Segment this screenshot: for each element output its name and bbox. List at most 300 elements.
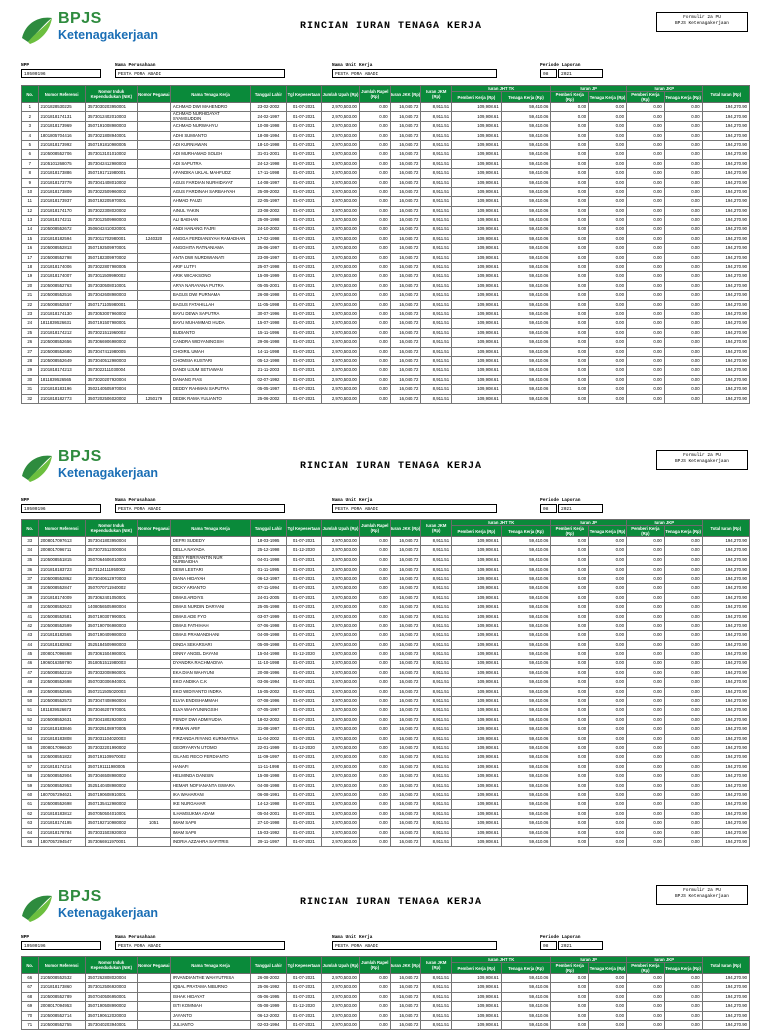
cell-jp-employer: 0.00 xyxy=(551,612,589,621)
cell-jht-employee: 59,410.06 xyxy=(501,790,551,799)
cell-jp-employer: 0.00 xyxy=(551,366,589,375)
cell-jp-employer: 0.00 xyxy=(551,828,589,837)
cell-jkm: 8,911.51 xyxy=(421,328,452,337)
cell-employee-no xyxy=(137,366,170,375)
cell-birth-date: 15-11-1996 xyxy=(251,328,286,337)
cell-jp-employer: 0.00 xyxy=(551,837,589,846)
cell-jkp-employer: 0.00 xyxy=(626,828,664,837)
cell-total: 194,270.90 xyxy=(702,762,749,771)
cell-nik: 1408056505980004 xyxy=(85,603,137,612)
cell-jp-employee: 0.00 xyxy=(589,631,627,640)
cell-jkp-employer: 0.00 xyxy=(626,394,664,403)
cell-jht-employer: 109,908.61 xyxy=(452,122,502,131)
col-header-employer: Pemberi Kerja (Rp) xyxy=(452,92,502,103)
cell-nik: 3507191109970002 xyxy=(85,753,137,762)
cell-jkp-employee: 0.00 xyxy=(664,565,702,574)
cell-jkk: 16,040.72 xyxy=(390,668,421,677)
col-header-wage: Jumlah Upah (Rp) xyxy=(322,520,360,537)
cell-jp-employee: 0.00 xyxy=(589,687,627,696)
cell-birth-date: 25-07-1998 xyxy=(251,263,286,272)
cell-jht-employer: 109,908.61 xyxy=(452,1002,502,1011)
cell-row-no: 16 xyxy=(22,244,39,253)
cell-birth-date: 06-08-1991 xyxy=(251,790,286,799)
cell-nik: 3573020207920004 xyxy=(85,375,137,384)
cell-employee-name: DYANDRA RACHMADIVA xyxy=(170,659,250,668)
cell-jp-employer: 0.00 xyxy=(551,753,589,762)
cell-jht-employee: 59,410.06 xyxy=(501,612,551,621)
cell-jkk: 16,040.72 xyxy=(390,131,421,140)
cell-reference-no: 2101818182594 xyxy=(38,234,85,243)
cell-reference-no: 2105008552532 xyxy=(38,974,85,983)
cell-wage: 2,970,503.00 xyxy=(322,103,360,112)
col-header-employee: Tenaga Kerja (Rp) xyxy=(501,963,551,974)
cell-row-no: 18 xyxy=(22,263,39,272)
table-row xyxy=(22,225,750,234)
cell-jkp-employer: 0.00 xyxy=(626,706,664,715)
table-row xyxy=(22,197,750,206)
cell-jp-employee: 0.00 xyxy=(589,753,627,762)
bpjs-leaf-icon xyxy=(18,450,54,486)
cell-jht-employee: 59,410.06 xyxy=(501,225,551,234)
cell-wage: 2,970,503.00 xyxy=(322,206,360,215)
cell-nik: 3573030508010001 xyxy=(85,281,137,290)
cell-jp-employer: 0.00 xyxy=(551,347,589,356)
cell-jkm: 8,911.51 xyxy=(421,555,452,565)
cell-membership-date: 01-07-2021 xyxy=(286,169,321,178)
cell-reference-no: 2105008552573 xyxy=(38,697,85,706)
cell-row-no: 4 xyxy=(22,131,39,140)
cell-nik: 3506042410020001 xyxy=(85,225,137,234)
cell-employee-name: DEWI LESTARI xyxy=(170,565,250,574)
period-month: 08 xyxy=(540,941,557,950)
cell-membership-date: 01-07-2021 xyxy=(286,272,321,281)
cell-jp-employer: 0.00 xyxy=(551,300,589,309)
cell-wage: 2,970,503.00 xyxy=(322,781,360,790)
cell-wage: 2,970,503.00 xyxy=(322,809,360,818)
cell-jp-employer: 0.00 xyxy=(551,790,589,799)
cell-jht-employer: 109,908.61 xyxy=(452,772,502,781)
cell-nik: 3573031104020003 xyxy=(85,734,137,743)
cell-jht-employer: 109,908.61 xyxy=(452,800,502,809)
cell-birth-date: 25-09-1998 xyxy=(251,216,286,225)
cell-jkm: 8,911.51 xyxy=(421,366,452,375)
cell-membership-date: 01-07-2021 xyxy=(286,319,321,328)
cell-total: 194,270.90 xyxy=(702,394,749,403)
cell-birth-date: 25-06-2002 xyxy=(251,394,286,403)
cell-nik: 3573124111950002 xyxy=(85,565,137,574)
cell-row-no: 61 xyxy=(22,800,39,809)
table-row xyxy=(22,612,750,621)
cell-jp-employer: 0.00 xyxy=(551,678,589,687)
cell-employee-name: ELVA WAHYUNINGSIH xyxy=(170,706,250,715)
cell-wage: 2,970,503.00 xyxy=(322,621,360,630)
cell-jht-employee: 59,410.06 xyxy=(501,187,551,196)
cell-rapel: 0.00 xyxy=(359,253,390,262)
table-row xyxy=(22,244,750,253)
cell-jkp-employee: 0.00 xyxy=(664,819,702,828)
cell-birth-date: 05-09-1998 xyxy=(251,640,286,649)
cell-jkm: 8,911.51 xyxy=(421,187,452,196)
cell-jkp-employee: 0.00 xyxy=(664,715,702,724)
cell-reference-no: 2105008552953 xyxy=(38,781,85,790)
col-header-employee: Tenaga Kerja (Rp) xyxy=(501,526,551,537)
cell-employee-name: DIANA HIDAYAH xyxy=(170,574,250,583)
cell-jp-employee: 0.00 xyxy=(589,640,627,649)
cell-employee-no xyxy=(137,338,170,347)
cell-jkp-employer: 0.00 xyxy=(626,772,664,781)
cell-jkp-employee: 0.00 xyxy=(664,974,702,983)
cell-birth-date: 05-05-2001 xyxy=(251,281,286,290)
cell-jkp-employer: 0.00 xyxy=(626,234,664,243)
cell-jkm: 8,911.51 xyxy=(421,650,452,659)
cell-reference-no: 2008017096598 xyxy=(38,650,85,659)
cell-reference-no: 2101818183196 xyxy=(38,385,85,394)
form-issuer: BPJS Ketenagakerjaan xyxy=(674,894,729,899)
col-header-nik: Nomor Induk Kependudukan (NIK) xyxy=(85,520,137,537)
cell-reference-no: 2105008552565 xyxy=(38,687,85,696)
table-row xyxy=(22,574,750,583)
cell-birth-date: 11-04-2002 xyxy=(251,734,286,743)
cell-membership-date: 01-07-2021 xyxy=(286,187,321,196)
col-header-employee: Tenaga Kerja (Rp) xyxy=(589,526,627,537)
cell-nik: 3573047408960004 xyxy=(85,697,137,706)
cell-jkp-employer: 0.00 xyxy=(626,687,664,696)
cell-membership-date: 01-07-2021 xyxy=(286,640,321,649)
cell-employee-name: CHOIRIL UMAH xyxy=(170,347,250,356)
cell-jkk: 16,040.72 xyxy=(390,612,421,621)
cell-jkp-employer: 0.00 xyxy=(626,375,664,384)
unit-label: Nama Unit Kerja xyxy=(332,63,373,68)
cell-jkp-employee: 0.00 xyxy=(664,546,702,555)
cell-membership-date: 01-12-2020 xyxy=(286,1002,321,1011)
cell-jht-employee: 59,410.06 xyxy=(501,697,551,706)
cell-total: 194,270.90 xyxy=(702,347,749,356)
cell-nik: 3573011702980001 xyxy=(85,234,137,243)
cell-wage: 2,970,503.00 xyxy=(322,537,360,546)
cell-jht-employer: 109,908.61 xyxy=(452,244,502,253)
cell-rapel: 0.00 xyxy=(359,394,390,403)
cell-jkp-employer: 0.00 xyxy=(626,253,664,262)
cell-employee-name: BAYU MUHAMMAD HUDA xyxy=(170,319,250,328)
col-header-name: Nama Tenaga Kerja xyxy=(170,957,250,974)
cell-row-no: 38 xyxy=(22,584,39,593)
cell-total: 194,270.90 xyxy=(702,603,749,612)
col-header-birth: Tanggal Lahir xyxy=(251,520,286,537)
cell-reference-no: 2105008552847 xyxy=(38,584,85,593)
brand-subname: Ketenagakerjaan xyxy=(58,28,159,42)
table-row xyxy=(22,150,750,159)
cell-jkp-employee: 0.00 xyxy=(664,697,702,706)
cell-jkp-employee: 0.00 xyxy=(664,263,702,272)
cell-wage: 2,970,503.00 xyxy=(322,546,360,555)
cell-jht-employer: 109,908.61 xyxy=(452,291,502,300)
cell-reference-no: 2101818173937 xyxy=(38,197,85,206)
cell-jkp-employee: 0.00 xyxy=(664,650,702,659)
cell-nik: 3573053007960002 xyxy=(85,310,137,319)
cell-total: 194,270.90 xyxy=(702,140,749,149)
cell-reference-no: 2101818178784 xyxy=(38,828,85,837)
cell-jht-employer: 109,908.61 xyxy=(452,131,502,140)
cell-jkk: 16,040.72 xyxy=(390,1020,421,1029)
cell-rapel: 0.00 xyxy=(359,668,390,677)
cell-reference-no: 2105008552623 xyxy=(38,603,85,612)
cell-jp-employee: 0.00 xyxy=(589,706,627,715)
col-header-membership: Tgl Kepesertaan xyxy=(286,520,321,537)
cell-jkp-employee: 0.00 xyxy=(664,725,702,734)
cell-membership-date: 01-07-2021 xyxy=(286,1020,321,1029)
cell-jkk: 16,040.72 xyxy=(390,809,421,818)
cell-rapel: 0.00 xyxy=(359,272,390,281)
cell-jp-employee: 0.00 xyxy=(589,983,627,992)
cell-total: 194,270.90 xyxy=(702,819,749,828)
company-label: Nama Perusahaan xyxy=(115,935,156,940)
col-header-employer: Pemberi Kerja (Rp) xyxy=(626,92,664,103)
cell-nik: 3525140408980002 xyxy=(85,781,137,790)
cell-jkp-employee: 0.00 xyxy=(664,310,702,319)
cell-jht-employee: 59,410.06 xyxy=(501,291,551,300)
cell-jkp-employee: 0.00 xyxy=(664,668,702,677)
cell-nik: 3573042412980003 xyxy=(85,159,137,168)
cell-jkm: 8,911.51 xyxy=(421,178,452,187)
cell-nik: 3573040612970003 xyxy=(85,574,137,583)
cell-employee-name: IQBAL PRATAMA NIBURNO xyxy=(170,983,250,992)
cell-jht-employer: 109,908.61 xyxy=(452,837,502,846)
cell-total: 194,270.90 xyxy=(702,659,749,668)
cell-birth-date: 11-10-1998 xyxy=(251,659,286,668)
cell-row-no: 63 xyxy=(22,819,39,828)
cell-jkp-employee: 0.00 xyxy=(664,612,702,621)
col-header-birth: Tanggal Lahir xyxy=(251,957,286,974)
cell-total: 194,270.90 xyxy=(702,621,749,630)
cell-employee-no xyxy=(137,753,170,762)
cell-reference-no: 1811839526673 xyxy=(38,706,85,715)
cell-row-no: 7 xyxy=(22,159,39,168)
cell-birth-date: 25-09-2002 xyxy=(251,187,286,196)
cell-jp-employer: 0.00 xyxy=(551,385,589,394)
cell-nik: 3573021808940001 xyxy=(85,131,137,140)
cell-employee-no xyxy=(137,140,170,149)
cell-rapel: 0.00 xyxy=(359,216,390,225)
cell-jkk: 16,040.72 xyxy=(390,375,421,384)
cell-jkm: 8,911.51 xyxy=(421,974,452,983)
cell-jkm: 8,911.51 xyxy=(421,131,452,140)
cell-jkm: 8,911.51 xyxy=(421,150,452,159)
cell-rapel: 0.00 xyxy=(359,574,390,583)
cell-membership-date: 01-12-2020 xyxy=(286,744,321,753)
cell-row-no: 34 xyxy=(22,546,39,555)
cell-jkp-employee: 0.00 xyxy=(664,659,702,668)
cell-wage: 2,970,503.00 xyxy=(322,347,360,356)
cell-membership-date: 01-07-2021 xyxy=(286,300,321,309)
cell-rapel: 0.00 xyxy=(359,992,390,1001)
cell-jkk: 16,040.72 xyxy=(390,706,421,715)
cell-birth-date: 11-11-1998 xyxy=(251,762,286,771)
cell-jkp-employer: 0.00 xyxy=(626,837,664,846)
cell-rapel: 0.00 xyxy=(359,809,390,818)
cell-row-no: 8 xyxy=(22,169,39,178)
cell-membership-date: 01-07-2021 xyxy=(286,206,321,215)
col-header-jkp: Iuran JKP xyxy=(626,957,702,963)
cell-jkp-employee: 0.00 xyxy=(664,272,702,281)
col-header-employee: Tenaga Kerja (Rp) xyxy=(589,92,627,103)
cell-reference-no: 2101818173809 xyxy=(38,187,85,196)
cell-jht-employee: 59,410.06 xyxy=(501,800,551,809)
cell-jp-employee: 0.00 xyxy=(589,725,627,734)
cell-birth-date: 05-04-2001 xyxy=(251,809,286,818)
cell-row-no: 28 xyxy=(22,356,39,365)
cell-rapel: 0.00 xyxy=(359,197,390,206)
cell-employee-no xyxy=(137,992,170,1001)
cell-membership-date: 01-07-2021 xyxy=(286,122,321,131)
cell-nik: 3573041803950004 xyxy=(85,537,137,546)
cell-jkm: 8,911.51 xyxy=(421,122,452,131)
cell-jht-employee: 59,410.06 xyxy=(501,584,551,593)
cell-jht-employee: 59,410.06 xyxy=(501,328,551,337)
cell-rapel: 0.00 xyxy=(359,781,390,790)
cell-jht-employer: 109,908.61 xyxy=(452,715,502,724)
cell-jp-employer: 0.00 xyxy=(551,555,589,565)
cell-jp-employee: 0.00 xyxy=(589,800,627,809)
cell-total: 194,270.90 xyxy=(702,112,749,122)
cell-jht-employer: 109,908.61 xyxy=(452,574,502,583)
table-row xyxy=(22,809,750,818)
cell-wage: 2,970,503.00 xyxy=(322,603,360,612)
cell-birth-date: 18-08-1994 xyxy=(251,131,286,140)
cell-jkp-employee: 0.00 xyxy=(664,744,702,753)
cell-jkk: 16,040.72 xyxy=(390,159,421,168)
unit-value: PESTA PORA ABADI xyxy=(332,69,497,78)
cell-jht-employer: 109,908.61 xyxy=(452,753,502,762)
cell-employee-no xyxy=(137,744,170,753)
col-header-employer: Pemberi Kerja (Rp) xyxy=(452,963,502,974)
cell-jkp-employer: 0.00 xyxy=(626,1020,664,1029)
table-row xyxy=(22,328,750,337)
cell-wage: 2,970,503.00 xyxy=(322,225,360,234)
cell-jkp-employer: 0.00 xyxy=(626,974,664,983)
cell-membership-date: 01-07-2021 xyxy=(286,197,321,206)
cell-reference-no: 2101818182862 xyxy=(38,640,85,649)
cell-jkm: 8,911.51 xyxy=(421,706,452,715)
cell-jkk: 16,040.72 xyxy=(390,762,421,771)
cell-membership-date: 01-07-2021 xyxy=(286,790,321,799)
cell-jkp-employee: 0.00 xyxy=(664,584,702,593)
cell-membership-date: 01-07-2021 xyxy=(286,131,321,140)
cell-jht-employee: 59,410.06 xyxy=(501,983,551,992)
cell-jp-employer: 0.00 xyxy=(551,565,589,574)
cell-jp-employer: 0.00 xyxy=(551,394,589,403)
cell-jht-employee: 59,410.06 xyxy=(501,837,551,846)
bpjs-logo xyxy=(18,448,159,488)
cell-rapel: 0.00 xyxy=(359,546,390,555)
cell-jht-employee: 59,410.06 xyxy=(501,300,551,309)
cell-jkp-employer: 0.00 xyxy=(626,668,664,677)
npp-value: 19500196 xyxy=(21,504,101,513)
cell-reference-no: 2101818183723 xyxy=(38,565,85,574)
cell-jkm: 8,911.51 xyxy=(421,565,452,574)
cell-jkp-employee: 0.00 xyxy=(664,631,702,640)
cell-jkp-employee: 0.00 xyxy=(664,828,702,837)
cell-row-no: 24 xyxy=(22,319,39,328)
cell-employee-no xyxy=(137,574,170,583)
cell-reference-no: 2105008551822 xyxy=(38,753,85,762)
cell-membership-date: 01-07-2021 xyxy=(286,338,321,347)
cell-jkp-employer: 0.00 xyxy=(626,159,664,168)
cell-birth-date: 07-08-1996 xyxy=(251,697,286,706)
cell-jht-employer: 109,908.61 xyxy=(452,216,502,225)
cell-jp-employer: 0.00 xyxy=(551,131,589,140)
cell-rapel: 0.00 xyxy=(359,338,390,347)
cell-employee-no xyxy=(137,974,170,983)
cell-reference-no: 1807057294547 xyxy=(38,837,85,846)
cell-rapel: 0.00 xyxy=(359,356,390,365)
cell-reference-no: 2101818174007 xyxy=(38,272,85,281)
cell-jp-employee: 0.00 xyxy=(589,584,627,593)
cell-membership-date: 01-07-2021 xyxy=(286,809,321,818)
col-header-name: Nama Tenaga Kerja xyxy=(170,520,250,537)
cell-jkk: 16,040.72 xyxy=(390,272,421,281)
cell-employee-name: AINUL YAKIN xyxy=(170,206,250,215)
cell-jp-employee: 0.00 xyxy=(589,809,627,818)
cell-jkm: 8,911.51 xyxy=(421,1020,452,1029)
cell-total: 194,270.90 xyxy=(702,574,749,583)
cell-wage: 2,970,503.00 xyxy=(322,131,360,140)
cell-total: 194,270.90 xyxy=(702,555,749,565)
cell-wage: 2,970,503.00 xyxy=(322,1002,360,1011)
cell-birth-date: 30-07-1996 xyxy=(251,310,286,319)
cell-jp-employer: 0.00 xyxy=(551,375,589,384)
brand-name: BPJS xyxy=(58,10,102,27)
table-row xyxy=(22,992,750,1001)
cell-jkk: 16,040.72 xyxy=(390,225,421,234)
cell-total: 194,270.90 xyxy=(702,593,749,602)
cell-jp-employer: 0.00 xyxy=(551,603,589,612)
cell-rapel: 0.00 xyxy=(359,734,390,743)
cell-jkp-employer: 0.00 xyxy=(626,150,664,159)
cell-jp-employee: 0.00 xyxy=(589,565,627,574)
table-row xyxy=(22,375,750,384)
bpjs-logo xyxy=(18,10,159,50)
cell-birth-date: 07-06-1998 xyxy=(251,621,286,630)
cell-jp-employee: 0.00 xyxy=(589,310,627,319)
table-row xyxy=(22,131,750,140)
cell-birth-date: 15-05-2002 xyxy=(251,687,286,696)
cell-employee-name: IRVANDIANTHE WAHYUTRISA xyxy=(170,974,250,983)
cell-jkp-employer: 0.00 xyxy=(626,385,664,394)
cell-birth-date: 18-03-1995 xyxy=(251,537,286,546)
cell-jkp-employee: 0.00 xyxy=(664,687,702,696)
cell-jht-employee: 59,410.06 xyxy=(501,631,551,640)
company-value: PESTA PORA ABADI xyxy=(115,941,285,950)
cell-jkp-employee: 0.00 xyxy=(664,640,702,649)
cell-employee-name: CANDRA WIDYANINGSIH xyxy=(170,338,250,347)
col-header-total: Total Iuran (Rp) xyxy=(702,86,749,103)
cell-birth-date: 10-08-1998 xyxy=(251,122,286,131)
cell-employee-name: ANTA DWI NURDWIANATI xyxy=(170,253,250,262)
cell-rapel: 0.00 xyxy=(359,715,390,724)
cell-reference-no: 2101818183846 xyxy=(38,725,85,734)
cell-jkp-employer: 0.00 xyxy=(626,537,664,546)
cell-jht-employee: 59,410.06 xyxy=(501,725,551,734)
cell-jkk: 16,040.72 xyxy=(390,574,421,583)
cell-birth-date: 25-06-1992 xyxy=(251,983,286,992)
cell-rapel: 0.00 xyxy=(359,697,390,706)
cell-jkp-employer: 0.00 xyxy=(626,178,664,187)
col-header-employee: Tenaga Kerja (Rp) xyxy=(664,963,702,974)
cell-jkm: 8,911.51 xyxy=(421,593,452,602)
cell-membership-date: 01-12-2020 xyxy=(286,650,321,659)
cell-jkk: 16,040.72 xyxy=(390,150,421,159)
cell-wage: 2,970,503.00 xyxy=(322,150,360,159)
